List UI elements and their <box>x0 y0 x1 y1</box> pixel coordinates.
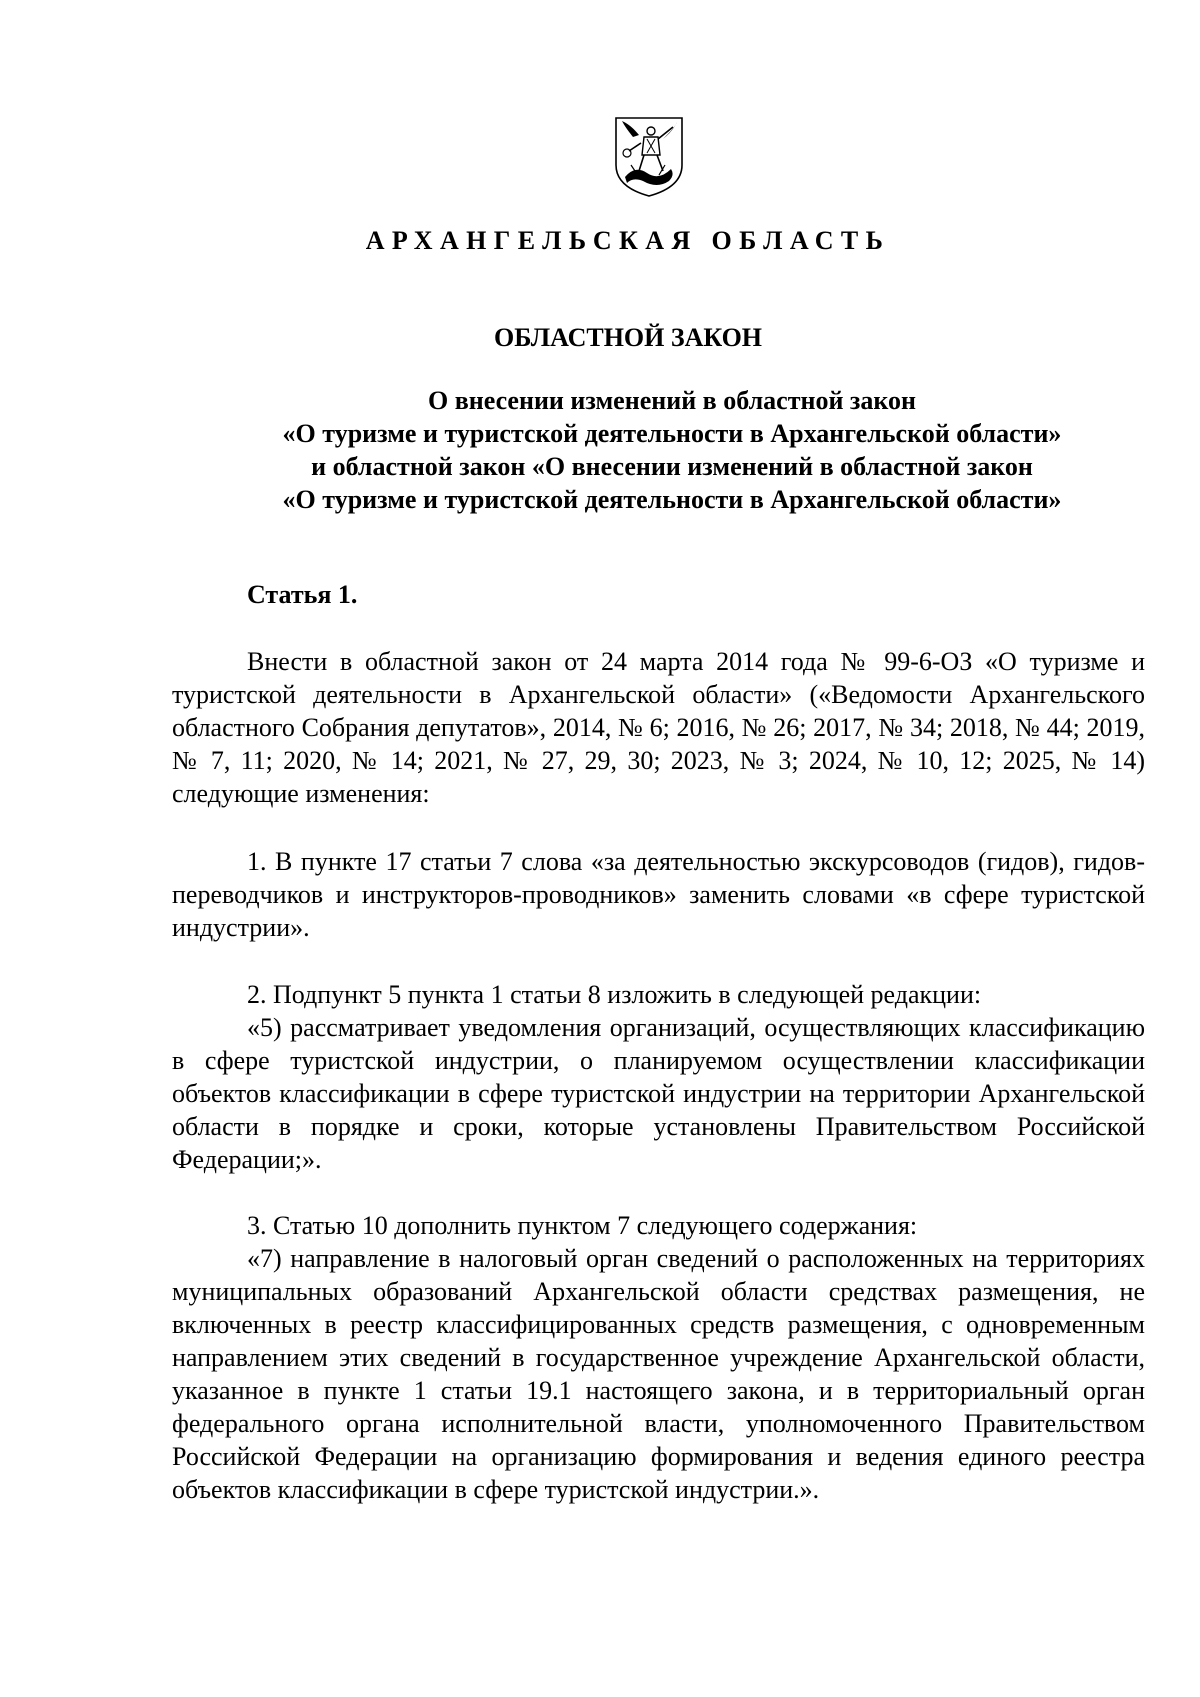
amendment-item-2 <box>172 978 1145 1176</box>
law-type: ОБЛАСТНОЙ ЗАКОН <box>493 323 763 352</box>
amendment-item-1-text: 1. В пункте 17 статьи 7 слова «за деятельностью экскурсоводов (гидов), гидов-переводчиков и инструкторов-проводников» заменить словами «в сфере туристской индустрии». <box>172 847 1145 942</box>
amendment-item-2-text: «5) рассматривает уведомления организаций, осуществляющих классификацию в сфере туристской индустрии, о планируемом осуществлении классификации объектов классификации в сфере туристской индустрии на территории Архангельской области в порядке и сроки, которые установлены Правительством Российской Федерации;». <box>172 1013 1145 1174</box>
amendment-item-2-lead: 2. Подпункт 5 пункта 1 статьи 8 изложить в следующей редакции: <box>247 980 982 1009</box>
amendment-item-3-text: «7) направление в налоговый орган сведений о расположенных на территориях муниципальных образований Архангельской области средствах размещения, не включенных в реестр классифицированных средств размещения, с одновременным направлением этих сведений в государственное учреждение Архангельской области, указанное в пункте 1 статьи 19.1 настоящего закона, и в территориальный орган федерального органа исполнительной власти, уполномоченного Правительством Российской Федерации на организацию формирования и ведения единого реестра объектов классификации в сфере туристской индустрии.». <box>172 1244 1145 1504</box>
amendment-item-3 <box>172 1209 1145 1506</box>
article-heading: Статья 1. <box>247 580 358 609</box>
amendment-item-3-lead: 3. Статью 10 дополнить пунктом 7 следующего содержания: <box>247 1211 918 1240</box>
law-title-line: «О туризме и туристской деятельности в Архангельской области» <box>282 485 1062 514</box>
coat-of-arms-icon <box>613 115 685 199</box>
law-title-line: «О туризме и туристской деятельности в Архангельской области» <box>282 419 1062 448</box>
amendment-item-1 <box>172 845 1145 944</box>
law-title <box>172 384 1172 516</box>
article-intro <box>172 645 1145 810</box>
article-intro-text: Внести в областной закон от 24 марта 2014 года № 99-6-ОЗ «О туризме и туристской деятельности в Архангельской области» («Ведомости Архангельского областного Собрания депутатов», 2014, № 6; 2016, № 26; 2017, № 34; 2018, № 44; 2019, № 7, 11; 2020, № 14; 2021, № 27, 29, 30; 2023, № 3; 2024, № 10, 12; 2025, № 14) следующие изменения: <box>172 647 1145 808</box>
law-title-line: О внесении изменений в областной закон <box>427 386 917 415</box>
region-name: АРХАНГЕЛЬСКАЯ ОБЛАСТЬ <box>365 226 891 255</box>
law-title-line: и областной закон «О внесении изменений в областной закон <box>311 452 1033 481</box>
